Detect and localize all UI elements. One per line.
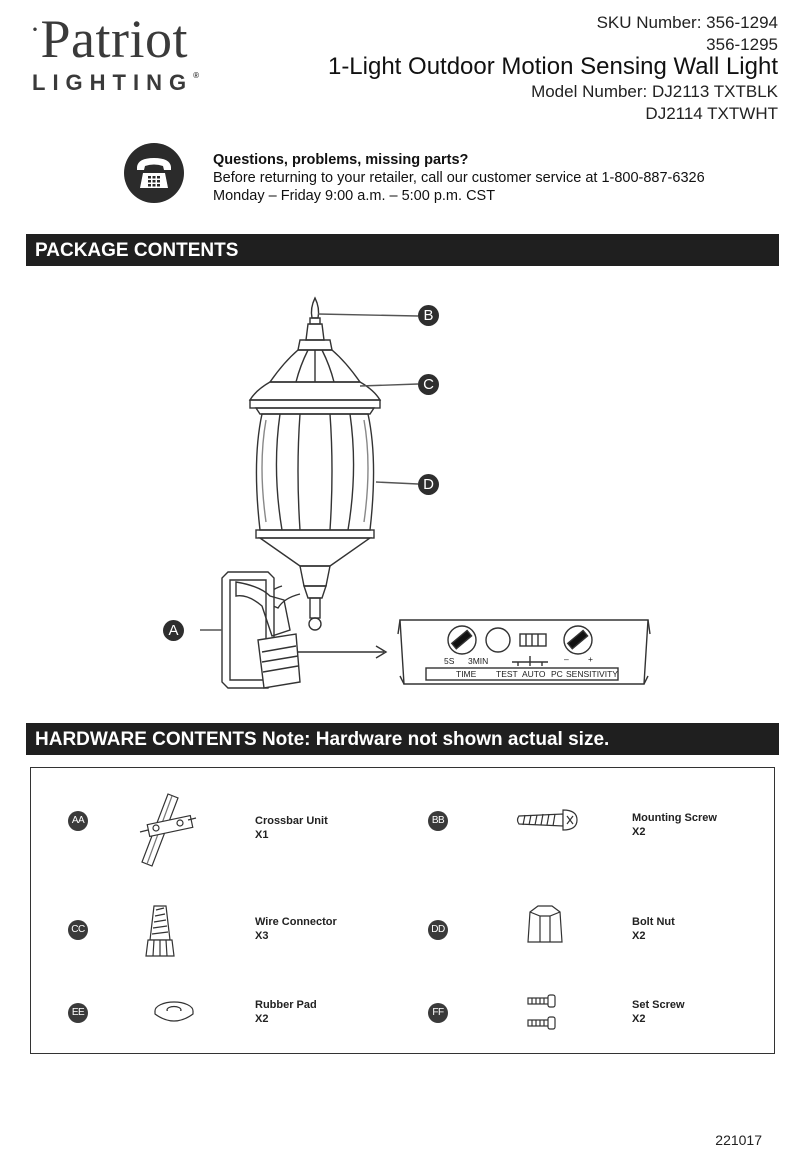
hw-qty-dd: X2	[632, 930, 646, 942]
hw-name-bb: Mounting Screw	[632, 812, 717, 824]
badge-ee: EE	[68, 1003, 88, 1023]
model-number-2: DJ2114 TXTWHT	[645, 104, 778, 123]
hw-name-ee: Rubber Pad	[255, 999, 317, 1011]
model-number: Model Number: DJ2113 TXTBLK	[531, 82, 778, 101]
hw-qty-bb: X2	[632, 826, 646, 838]
time-max-label: 3MIN	[468, 656, 489, 666]
mode-test-label: TEST	[496, 669, 518, 679]
callout-b: B	[418, 305, 439, 326]
sensitivity-minus: –	[564, 654, 569, 664]
hw-qty-cc: X3	[255, 930, 269, 942]
mode-auto-label: AUTO	[522, 669, 546, 679]
badge-bb: BB	[428, 811, 448, 831]
hw-name-dd: Bolt Nut	[632, 916, 675, 928]
package-contents-heading: PACKAGE CONTENTS	[26, 234, 779, 266]
lamp-illustration	[200, 290, 660, 700]
bolt-nut-icon	[520, 904, 570, 946]
set-screw-icon	[524, 992, 558, 1032]
badge-ff: FF	[428, 1003, 448, 1023]
hw-name-cc: Wire Connector	[255, 916, 337, 928]
time-label: TIME	[456, 669, 477, 679]
badge-aa: AA	[68, 811, 88, 831]
callout-a: A	[163, 620, 184, 641]
wire-connector-icon	[140, 904, 180, 958]
sensitivity-plus: +	[588, 654, 593, 664]
callout-c: C	[418, 374, 439, 395]
support-line-1: Before returning to your retailer, call our customer service at 1-800-887-6326	[213, 170, 705, 186]
crossbar-unit-icon	[130, 790, 200, 870]
badge-dd: DD	[428, 920, 448, 940]
rubber-pad-icon	[152, 998, 196, 1026]
brand-sub: LIGHTING®	[32, 70, 200, 95]
telephone-icon	[124, 143, 184, 203]
mode-pc-label: PC	[551, 669, 563, 679]
support-line-2: Monday – Friday 9:00 a.m. – 5:00 p.m. CST	[213, 188, 496, 204]
support-info	[213, 151, 705, 205]
hw-qty-ee: X2	[255, 1013, 269, 1025]
sku-number-2: 356-1295	[706, 35, 778, 54]
hardware-contents-heading: HARDWARE CONTENTS Note: Hardware not shown actual size.	[26, 723, 779, 755]
hw-qty-ff: X2	[632, 1013, 646, 1025]
product-title: 1-Light Outdoor Motion Sensing Wall Light	[327, 53, 778, 80]
sensitivity-label: SENSITIVITY	[566, 669, 618, 679]
brand-name: Patriot	[40, 9, 188, 69]
time-min-label: 5S	[444, 656, 455, 666]
callout-d: D	[418, 474, 439, 495]
support-question: Questions, problems, missing parts?	[213, 152, 469, 168]
badge-cc: CC	[68, 920, 88, 940]
hw-name-aa: Crossbar Unit	[255, 815, 328, 827]
page-code: 221017	[715, 1132, 762, 1148]
hw-name-ff: Set Screw	[632, 999, 685, 1011]
mounting-screw-icon	[515, 806, 581, 834]
hw-qty-aa: X1	[255, 829, 269, 841]
sku-number: SKU Number: 356-1294	[596, 13, 778, 32]
brand-logo: ·Patriot	[30, 9, 188, 69]
